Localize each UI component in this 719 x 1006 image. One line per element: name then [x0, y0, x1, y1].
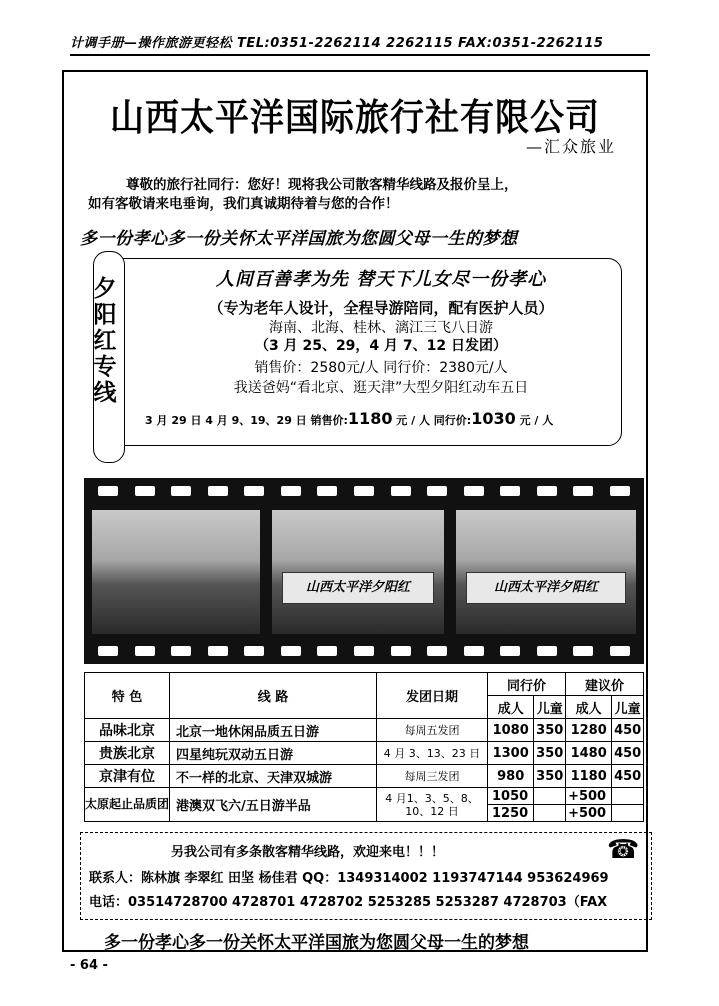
- th-date: 发团日期: [377, 673, 488, 719]
- table-row: [85, 742, 644, 765]
- special-dates: （3 月 25、29，4 月 7、12 日发团）: [254, 338, 508, 354]
- slogan-top: 多一份孝心多一份关怀太平洋国旅为您圆父母一生的梦想: [80, 229, 518, 249]
- special-price: 销售价：2580元/人 同行价：2380元/人: [254, 360, 508, 376]
- cell-child-peer-empty: [534, 788, 566, 805]
- greeting-line-2: 如有客敬请来电垂询，我们真诚期待着与您的合作！: [88, 196, 399, 212]
- photo-group-2: [272, 510, 444, 634]
- th-child-1: 儿童: [534, 696, 566, 719]
- special-route: 海南、北海、桂林、漓江三飞八日游: [269, 320, 493, 336]
- page-number: - 64 -: [70, 958, 108, 973]
- film-strip: [84, 478, 644, 664]
- cell-child-peer: 350: [534, 742, 566, 765]
- cell-date: 4 月1、3、5、8、10、12 日: [377, 788, 488, 822]
- contact-more-routes: 另我公司有多条散客精华线路，欢迎来电！！！: [171, 845, 445, 860]
- cell-child-suggest: 450: [612, 765, 644, 788]
- cell-child-peer-empty: [534, 805, 566, 822]
- film-holes-bottom: [98, 646, 630, 656]
- cell-feature: 京津有位: [85, 765, 170, 788]
- cell-child-suggest: 450: [612, 719, 644, 742]
- cell-adult-peer: 1050: [488, 788, 534, 805]
- scroll-roll: [93, 251, 125, 463]
- cell-child-suggest: 450: [612, 742, 644, 765]
- ad-frame: [62, 70, 648, 952]
- greeting-line-1: 尊敬的旅行社同行：您好！现将我公司散客精华线路及报价呈上，: [126, 177, 518, 193]
- cell-child-suggest-empty: [612, 805, 644, 822]
- th-peer: 同行价: [488, 673, 566, 696]
- banner-2: 山西太平洋夕阳红: [282, 572, 434, 604]
- table-row: [85, 719, 644, 742]
- train-price-line: [145, 409, 553, 428]
- route-table: [84, 672, 644, 822]
- cell-feature: 太原起止品质团: [85, 788, 170, 822]
- special-train: 我送爸妈“看北京、逛天津”大型夕阳红动车五日: [233, 380, 529, 396]
- vertical-title: 夕阳红专线: [93, 275, 117, 406]
- cell-route: 北京一地休闲品质五日游: [170, 719, 377, 742]
- cell-route: 四星纯玩双动五日游: [170, 742, 377, 765]
- train-peer-price: 1030: [471, 409, 516, 428]
- train-sale-price: 1180: [347, 409, 393, 428]
- cell-child-peer: 350: [534, 765, 566, 788]
- photo-group-3: [456, 510, 636, 634]
- cell-adult-suggest-2: +500: [566, 805, 612, 822]
- th-suggest: 建议价: [566, 673, 644, 696]
- cell-adult-suggest: 1480: [566, 742, 612, 765]
- cell-adult-suggest: 1280: [566, 719, 612, 742]
- telephone-icon: ☎: [607, 835, 640, 865]
- special-scroll: [93, 258, 622, 446]
- company-title: 山西太平洋国际旅行社有限公司: [110, 96, 600, 140]
- contact-persons: 联系人：陈林旗 李翠红 田坚 杨佳君 QQ：1349314002 1193747144 953624969: [89, 871, 609, 886]
- slogan-bottom: 多一份孝心多一份关怀太平洋国旅为您圆父母一生的梦想: [104, 933, 529, 953]
- contact-phones: 电话：03514728700 4728701 4728702 5253285 5253287 4728703（FAX: [89, 895, 608, 910]
- cell-adult-suggest: +500: [566, 788, 612, 805]
- special-note: （专为老年人设计，全程导游陪同，配有医护人员）: [208, 299, 554, 317]
- cell-adult-peer: 980: [488, 765, 534, 788]
- cell-date: 每周五发团: [377, 719, 488, 742]
- cell-route: 港澳双飞六/五日游半品: [170, 788, 377, 822]
- th-adult-1: 成人: [488, 696, 534, 719]
- th-feature: 特 色: [85, 673, 170, 719]
- cell-date: 每周三发团: [377, 765, 488, 788]
- cell-date: 4 月 3、13、23 日: [377, 742, 488, 765]
- cell-child-peer: 350: [534, 719, 566, 742]
- header-bar: 计调手册—操作旅游更轻松 TEL:0351-2262114 2262115 FAX:0351-2262115: [70, 36, 650, 56]
- table-row: [85, 765, 644, 788]
- th-child-2: 儿童: [612, 696, 644, 719]
- cell-route: 不一样的北京、天津双城游: [170, 765, 377, 788]
- cell-adult-peer-2: 1250: [488, 805, 534, 822]
- th-route: 线 路: [170, 673, 377, 719]
- contact-box: [80, 832, 652, 920]
- cell-feature: 品味北京: [85, 719, 170, 742]
- table-row: [85, 788, 644, 805]
- greeting: [88, 176, 628, 214]
- th-adult-2: 成人: [566, 696, 612, 719]
- cell-adult-suggest: 1180: [566, 765, 612, 788]
- train-mid: 元 / 人 同行价:: [392, 414, 472, 427]
- cell-adult-peer: 1300: [488, 742, 534, 765]
- special-headline: 人间百善孝为先 替天下儿女尽一份孝心: [215, 269, 547, 290]
- cell-adult-peer: 1080: [488, 719, 534, 742]
- train-unit: 元 / 人: [515, 414, 554, 427]
- train-dates: 3 月 29 日 4 月 9、19、29 日 销售价:: [145, 414, 348, 427]
- company-subtitle: —汇众旅业: [525, 137, 616, 156]
- cell-child-suggest-empty: [612, 788, 644, 805]
- banner-3: 山西太平洋夕阳红: [466, 572, 626, 604]
- photo-tiananmen: [92, 510, 260, 634]
- film-holes-top: [98, 486, 630, 496]
- cell-feature: 贵族北京: [85, 742, 170, 765]
